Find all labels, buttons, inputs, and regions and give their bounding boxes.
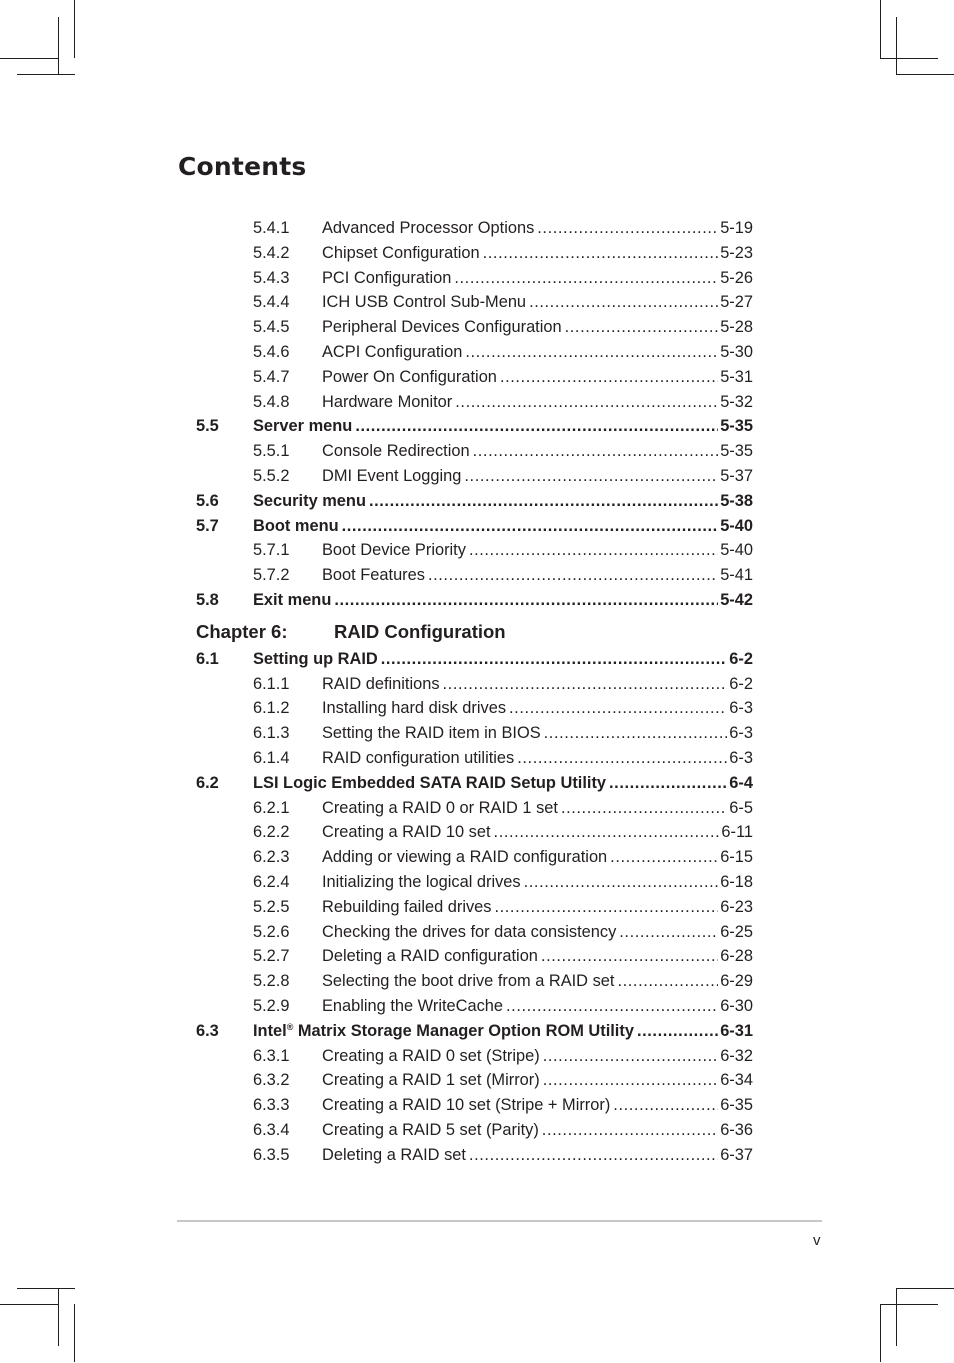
toc-entry-line <box>253 1019 753 1044</box>
toc-entry-title-text: Checking the drives for data consistency <box>322 922 617 941</box>
toc-entry-title-text: Deleting a RAID configuration <box>322 947 538 966</box>
toc-entry-title <box>322 944 538 969</box>
toc-entry-page: 5-42 <box>720 590 753 609</box>
toc-subsection-entry[interactable] <box>0 870 954 895</box>
toc-entry-title <box>322 1093 610 1118</box>
toc-entry-page: 6-35 <box>720 1096 753 1115</box>
toc-subsection-entry[interactable] <box>0 439 954 464</box>
toc-subsection-entry[interactable] <box>0 290 954 315</box>
toc-entry-title <box>322 390 452 415</box>
page-title: Contents <box>178 152 307 181</box>
toc-entry-title <box>253 514 339 539</box>
toc-entry-number: 6.3 <box>196 1021 219 1040</box>
crop-mark <box>896 17 897 75</box>
toc-entry-line <box>322 340 753 365</box>
crop-mark <box>0 58 58 59</box>
toc-entry-title <box>322 746 514 771</box>
toc-entry-title <box>322 266 451 291</box>
toc-entry-line <box>253 771 753 796</box>
toc-entry-page: 6-37 <box>720 1145 753 1164</box>
toc-section-entry[interactable] <box>0 588 954 613</box>
toc-entry-title <box>322 721 541 746</box>
toc-entry-title <box>322 290 526 315</box>
dot-leader <box>455 390 718 415</box>
toc-entry-page: 5-35 <box>720 442 753 461</box>
crop-mark <box>896 74 954 75</box>
toc-entry-number: 5.4.7 <box>253 367 290 386</box>
dot-leader <box>565 315 719 340</box>
toc-entry-title-text: Initializing the logical drives <box>322 872 521 891</box>
toc-entry-title <box>253 414 352 439</box>
toc-entry-title-text: LSI Logic Embedded SATA RAID Setup Utility <box>253 773 607 792</box>
toc-entry-line <box>322 563 753 588</box>
toc-entry-line <box>322 696 753 721</box>
toc-entry-line <box>322 290 753 315</box>
toc-subsection-entry[interactable] <box>0 1044 954 1069</box>
toc-entry-number: 5.2.9 <box>253 996 290 1015</box>
toc-entry-page: 6-34 <box>720 1071 753 1090</box>
toc-entry-title-text: Adding or viewing a RAID configuration <box>322 848 608 867</box>
toc-entry-number: 5.4.4 <box>253 293 290 312</box>
toc-subsection-entry[interactable] <box>0 994 954 1019</box>
toc-entry-line <box>322 1068 753 1093</box>
dot-leader <box>543 1044 718 1069</box>
toc-subsection-entry[interactable] <box>0 845 954 870</box>
toc-subsection-entry[interactable] <box>0 315 954 340</box>
crop-mark <box>896 1288 954 1289</box>
toc-entry-number: 5.4.5 <box>253 318 290 337</box>
toc-entry-title-text: RAID configuration utilities <box>322 748 515 767</box>
toc-entry-number: 5.2.6 <box>253 922 290 941</box>
toc-entry-line <box>322 895 753 920</box>
toc-entry-page: 5-26 <box>720 268 753 287</box>
toc-entry-page: 6-2 <box>729 649 753 668</box>
toc-entry-line <box>253 588 753 613</box>
toc-entry-number: 6.1 <box>196 649 219 668</box>
toc-entry-title <box>322 920 616 945</box>
toc-entry-line <box>322 1093 753 1118</box>
toc-entry-title <box>322 969 614 994</box>
toc-entry-number: 6.3.2 <box>253 1071 290 1090</box>
toc-entry-title-text: ICH USB Control Sub-Menu <box>322 293 527 312</box>
toc-entry-page: 5-41 <box>720 566 753 585</box>
dot-leader <box>506 994 718 1019</box>
toc-subsection-entry[interactable] <box>0 696 954 721</box>
toc-entry-number: 5.2.7 <box>253 947 290 966</box>
dot-leader <box>355 414 718 439</box>
toc-subsection-entry[interactable] <box>0 796 954 821</box>
toc-entry-title <box>253 1019 634 1044</box>
crop-mark <box>0 1304 58 1305</box>
toc-entry-line <box>322 969 753 994</box>
toc-entry-title <box>322 796 558 821</box>
toc-entry-line <box>322 1044 753 1069</box>
toc-entry-page: 6-29 <box>720 972 753 991</box>
toc-entry-title-text: Creating a RAID 0 set (Stripe) <box>322 1046 540 1065</box>
dot-leader <box>369 489 718 514</box>
toc-subsection-entry[interactable] <box>0 266 954 291</box>
toc-subsection-entry[interactable] <box>0 746 954 771</box>
toc-entry-title <box>322 820 491 845</box>
toc-entry-title <box>322 241 480 266</box>
toc-entry-number: 5.6 <box>196 491 219 510</box>
toc-entry-page: 5-19 <box>720 219 753 237</box>
toc-entry-page: 5-40 <box>720 541 753 560</box>
toc-entry-page: 6-11 <box>721 823 753 842</box>
toc-entry-title <box>322 1044 540 1069</box>
dot-leader <box>517 746 727 771</box>
toc-entry-title <box>322 845 607 870</box>
toc-entry-line <box>322 365 753 390</box>
toc-entry-page: 6-25 <box>720 922 753 941</box>
toc-entry-title-text: Peripheral Devices Configuration <box>322 318 562 337</box>
crop-mark <box>880 58 938 59</box>
toc-entry-line <box>253 647 753 672</box>
toc-entry-number: 5.8 <box>196 590 219 609</box>
toc-entry-line <box>322 1143 753 1168</box>
dot-leader <box>483 241 719 266</box>
dot-leader <box>464 464 718 489</box>
toc-subsection-entry[interactable] <box>0 895 954 920</box>
dot-leader <box>494 895 718 920</box>
toc-subsection-entry[interactable] <box>0 969 954 994</box>
toc-entry-title <box>322 563 425 588</box>
toc-entry-line <box>253 414 753 439</box>
toc-entry-title-text: Creating a RAID 5 set (Parity) <box>322 1120 539 1139</box>
toc-entry-number: 5.4.3 <box>253 268 290 287</box>
toc-section-entry[interactable] <box>0 771 954 796</box>
toc-section-entry[interactable] <box>0 489 954 514</box>
toc-entry-page: 6-28 <box>720 947 753 966</box>
toc-entry-page: 5-40 <box>720 516 753 535</box>
toc-entry-page: 6-3 <box>729 748 753 767</box>
toc-entry-page: 6-2 <box>729 674 753 693</box>
toc-entry-page: 5-32 <box>720 392 753 411</box>
toc-subsection-entry[interactable] <box>0 340 954 365</box>
chapter-heading <box>0 613 954 647</box>
crop-mark <box>880 0 881 58</box>
toc-subsection-entry[interactable] <box>0 1068 954 1093</box>
toc-entry-title <box>322 365 497 390</box>
crop-mark <box>17 1288 75 1289</box>
toc-entry-line <box>322 870 753 895</box>
crop-mark <box>58 1288 59 1346</box>
toc-entry-number: 6.1.1 <box>253 674 290 693</box>
toc-subsection-entry[interactable] <box>0 920 954 945</box>
toc-entry-page: 6-31 <box>720 1021 753 1040</box>
dot-leader <box>494 820 720 845</box>
dot-leader <box>428 563 718 588</box>
toc-entry-line <box>322 920 753 945</box>
dot-leader <box>561 796 727 821</box>
toc-entry-page: 6-15 <box>720 848 753 867</box>
toc-entry-title-text: ACPI Configuration <box>322 342 463 361</box>
toc-subsection-entry[interactable] <box>0 464 954 489</box>
toc-entry-line <box>322 746 753 771</box>
toc-entry-number: 6.2.4 <box>253 872 290 891</box>
toc-section-entry[interactable] <box>0 514 954 539</box>
toc-entry-line <box>322 241 753 266</box>
toc-entry-line <box>322 538 753 563</box>
toc-entry-title-text: Creating a RAID 1 set (Mirror) <box>322 1071 540 1090</box>
dot-leader <box>537 216 718 241</box>
toc-entry-title <box>322 870 521 895</box>
dot-leader <box>542 1118 718 1143</box>
toc-entry-title <box>253 647 378 672</box>
toc-entry-title <box>322 315 562 340</box>
toc-entry-page: 5-38 <box>720 491 753 510</box>
toc-entry-title-text: Exit menu <box>253 590 332 609</box>
toc-subsection-entry[interactable] <box>0 1118 954 1143</box>
toc-entry-title-text: Setting up RAID <box>253 649 378 668</box>
toc-subsection-entry[interactable] <box>0 390 954 415</box>
dot-leader <box>543 1068 719 1093</box>
toc-entry-title <box>322 1118 539 1143</box>
dot-leader <box>617 969 718 994</box>
toc-entry-line <box>253 514 753 539</box>
toc-entry-title <box>322 1068 540 1093</box>
toc-entry-title-text: Installing hard disk drives <box>322 699 507 718</box>
toc-entry-line <box>322 845 753 870</box>
dot-leader <box>465 340 718 365</box>
toc-entry-page: 5-27 <box>720 293 753 312</box>
toc-entry-page: 6-32 <box>720 1046 753 1065</box>
dot-leader <box>609 771 727 796</box>
dot-leader <box>544 721 728 746</box>
toc-entry-title-text: Boot menu <box>253 516 339 535</box>
toc-entry-number: 6.3.3 <box>253 1096 290 1115</box>
crop-mark <box>17 74 75 75</box>
toc-subsection-entry[interactable] <box>0 944 954 969</box>
toc-entry-title-text: Server menu <box>253 417 353 436</box>
toc-entry-number: 6.2.1 <box>253 798 290 817</box>
dot-leader <box>637 1019 718 1044</box>
dot-leader <box>381 647 728 672</box>
toc-subsection-entry[interactable] <box>0 721 954 746</box>
page-number: v <box>813 1232 821 1249</box>
dot-leader <box>509 696 727 721</box>
toc-entry-title <box>322 538 466 563</box>
toc-entry-page: 6-23 <box>720 897 753 916</box>
table-of-contents <box>0 216 954 1167</box>
dot-leader <box>541 944 718 969</box>
registered-mark: ® <box>286 1021 294 1032</box>
toc-entry-number: 5.7.1 <box>253 541 290 560</box>
toc-entry-title-text: Power On Configuration <box>322 367 497 386</box>
toc-entry-title <box>253 588 331 613</box>
toc-entry-line <box>322 1118 753 1143</box>
toc-entry-page: 5-30 <box>720 342 753 361</box>
dot-leader <box>473 439 719 464</box>
toc-entry-line <box>322 820 753 845</box>
toc-entry-page: 6-3 <box>729 724 753 743</box>
toc-entry-title-text: Intel <box>253 1021 287 1040</box>
toc-entry-title-text: Creating a RAID 0 or RAID 1 set <box>322 798 558 817</box>
toc-entry-line <box>322 315 753 340</box>
footer-rule <box>177 1220 822 1222</box>
crop-mark <box>74 1304 75 1362</box>
toc-entry-number: 5.5.1 <box>253 442 290 461</box>
toc-entry-title-text: Advanced Processor Options <box>322 219 535 237</box>
toc-entry-number: 5.2.5 <box>253 897 290 916</box>
toc-entry-page: 5-31 <box>720 367 753 386</box>
toc-entry-page: 5-37 <box>720 466 753 485</box>
crop-mark <box>880 1304 938 1305</box>
toc-entry-line <box>322 464 753 489</box>
toc-entry-page: 5-35 <box>720 417 753 436</box>
toc-entry-number: 5.4.1 <box>253 219 290 237</box>
toc-section-entry[interactable] <box>0 414 954 439</box>
toc-entry-line <box>322 672 753 697</box>
toc-section-entry[interactable] <box>0 1019 954 1044</box>
dot-leader <box>500 365 718 390</box>
toc-subsection-entry[interactable] <box>0 365 954 390</box>
toc-entry-title-text: Selecting the boot drive from a RAID set <box>322 972 615 991</box>
toc-entry-title-text: Enabling the WriteCache <box>322 996 504 1015</box>
toc-entry-title-text: PCI Configuration <box>322 268 452 287</box>
toc-entry-title-text: RAID definitions <box>322 674 440 693</box>
dot-leader <box>342 514 719 539</box>
toc-entry-title-text: Boot Device Priority <box>322 541 466 560</box>
toc-entry-number: 5.4.8 <box>253 392 290 411</box>
toc-entry-number: 6.1.4 <box>253 748 290 767</box>
toc-entry-number: 5.4.6 <box>253 342 290 361</box>
toc-entry-title-text: Security menu <box>253 491 366 510</box>
toc-entry-number: 5.4.2 <box>253 243 290 262</box>
toc-entry-title <box>322 994 503 1019</box>
dot-leader <box>443 672 728 697</box>
dot-leader <box>469 538 718 563</box>
toc-entry-number: 6.1.3 <box>253 724 290 743</box>
toc-entry-page: 6-5 <box>729 798 753 817</box>
toc-entry-number: 6.2 <box>196 773 219 792</box>
toc-entry-title <box>253 771 606 796</box>
toc-entry-number: 5.5.2 <box>253 466 290 485</box>
crop-mark <box>74 0 75 58</box>
dot-leader <box>610 845 718 870</box>
dot-leader <box>334 588 718 613</box>
dot-leader <box>619 920 718 945</box>
toc-entry-page: 5-23 <box>720 243 753 262</box>
toc-entry-number: 5.7 <box>196 516 219 535</box>
toc-entry-page: 6-36 <box>720 1120 753 1139</box>
toc-entry-title <box>322 340 462 365</box>
toc-entry-page: 6-18 <box>720 872 753 891</box>
toc-subsection-entry[interactable] <box>0 1143 954 1168</box>
dot-leader <box>454 266 718 291</box>
toc-subsection-entry[interactable] <box>0 538 954 563</box>
toc-entry-number: 5.5 <box>196 417 219 436</box>
toc-entry-line <box>322 994 753 1019</box>
toc-subsection-entry[interactable] <box>0 672 954 697</box>
toc-entry-title-text: Console Redirection <box>322 442 470 461</box>
toc-entry-number: 6.2.2 <box>253 823 290 842</box>
toc-entry-line <box>322 796 753 821</box>
toc-entry-line <box>322 944 753 969</box>
crop-mark <box>58 17 59 75</box>
toc-section-entry[interactable] <box>0 647 954 672</box>
toc-entry-line <box>322 216 753 241</box>
toc-entry-line <box>322 390 753 415</box>
toc-subsection-entry[interactable] <box>0 241 954 266</box>
toc-entry-title-text: Rebuilding failed drives <box>322 897 492 916</box>
toc-entry-page: 5-28 <box>720 318 753 337</box>
toc-entry-title-text: Chipset Configuration <box>322 243 480 262</box>
chapter-label: Chapter 6: <box>196 620 288 642</box>
toc-entry-title-text: Deleting a RAID set <box>322 1145 466 1164</box>
toc-entry-title <box>253 489 366 514</box>
toc-entry-number: 6.1.2 <box>253 699 290 718</box>
toc-entry-title-text: Matrix Storage Manager Option ROM Utility <box>293 1021 634 1040</box>
toc-entry-line <box>322 266 753 291</box>
dot-leader <box>529 290 718 315</box>
toc-entry-number: 5.2.8 <box>253 972 290 991</box>
chapter-title: RAID Configuration <box>334 620 506 642</box>
toc-entry-title <box>322 696 506 721</box>
toc-subsection-entry[interactable] <box>0 216 954 241</box>
crop-mark <box>896 1288 897 1346</box>
toc-entry-page: 6-3 <box>729 699 753 718</box>
toc-entry-title <box>322 672 440 697</box>
toc-entry-title-text: Creating a RAID 10 set <box>322 823 491 842</box>
toc-entry-number: 5.7.2 <box>253 566 290 585</box>
toc-entry-title-text: Hardware Monitor <box>322 392 453 411</box>
toc-entry-line <box>322 721 753 746</box>
toc-entry-number: 6.3.5 <box>253 1145 290 1164</box>
toc-entry-title <box>322 464 461 489</box>
toc-subsection-entry[interactable] <box>0 1093 954 1118</box>
toc-entry-number: 6.2.3 <box>253 848 290 867</box>
toc-entry-number: 6.3.4 <box>253 1120 290 1139</box>
toc-entry-number: 6.3.1 <box>253 1046 290 1065</box>
toc-entry-title <box>322 216 534 241</box>
crop-mark <box>880 1304 881 1362</box>
toc-entry-title <box>322 439 470 464</box>
toc-entry-line <box>253 489 753 514</box>
toc-subsection-entry[interactable] <box>0 563 954 588</box>
toc-entry-title-text: Boot Features <box>322 566 425 585</box>
dot-leader <box>469 1143 718 1168</box>
toc-entry-page: 6-4 <box>729 773 753 792</box>
dot-leader <box>524 870 719 895</box>
toc-entry-title-text: DMI Event Logging <box>322 466 462 485</box>
toc-entry-title <box>322 895 491 920</box>
dot-leader <box>613 1093 718 1118</box>
toc-entry-title <box>322 1143 466 1168</box>
toc-subsection-entry[interactable] <box>0 820 954 845</box>
toc-entry-title-text: Creating a RAID 10 set (Stripe + Mirror) <box>322 1096 611 1115</box>
toc-entry-page: 6-30 <box>720 996 753 1015</box>
toc-entry-title-text: Setting the RAID item in BIOS <box>322 724 541 743</box>
toc-entry-line <box>322 439 753 464</box>
